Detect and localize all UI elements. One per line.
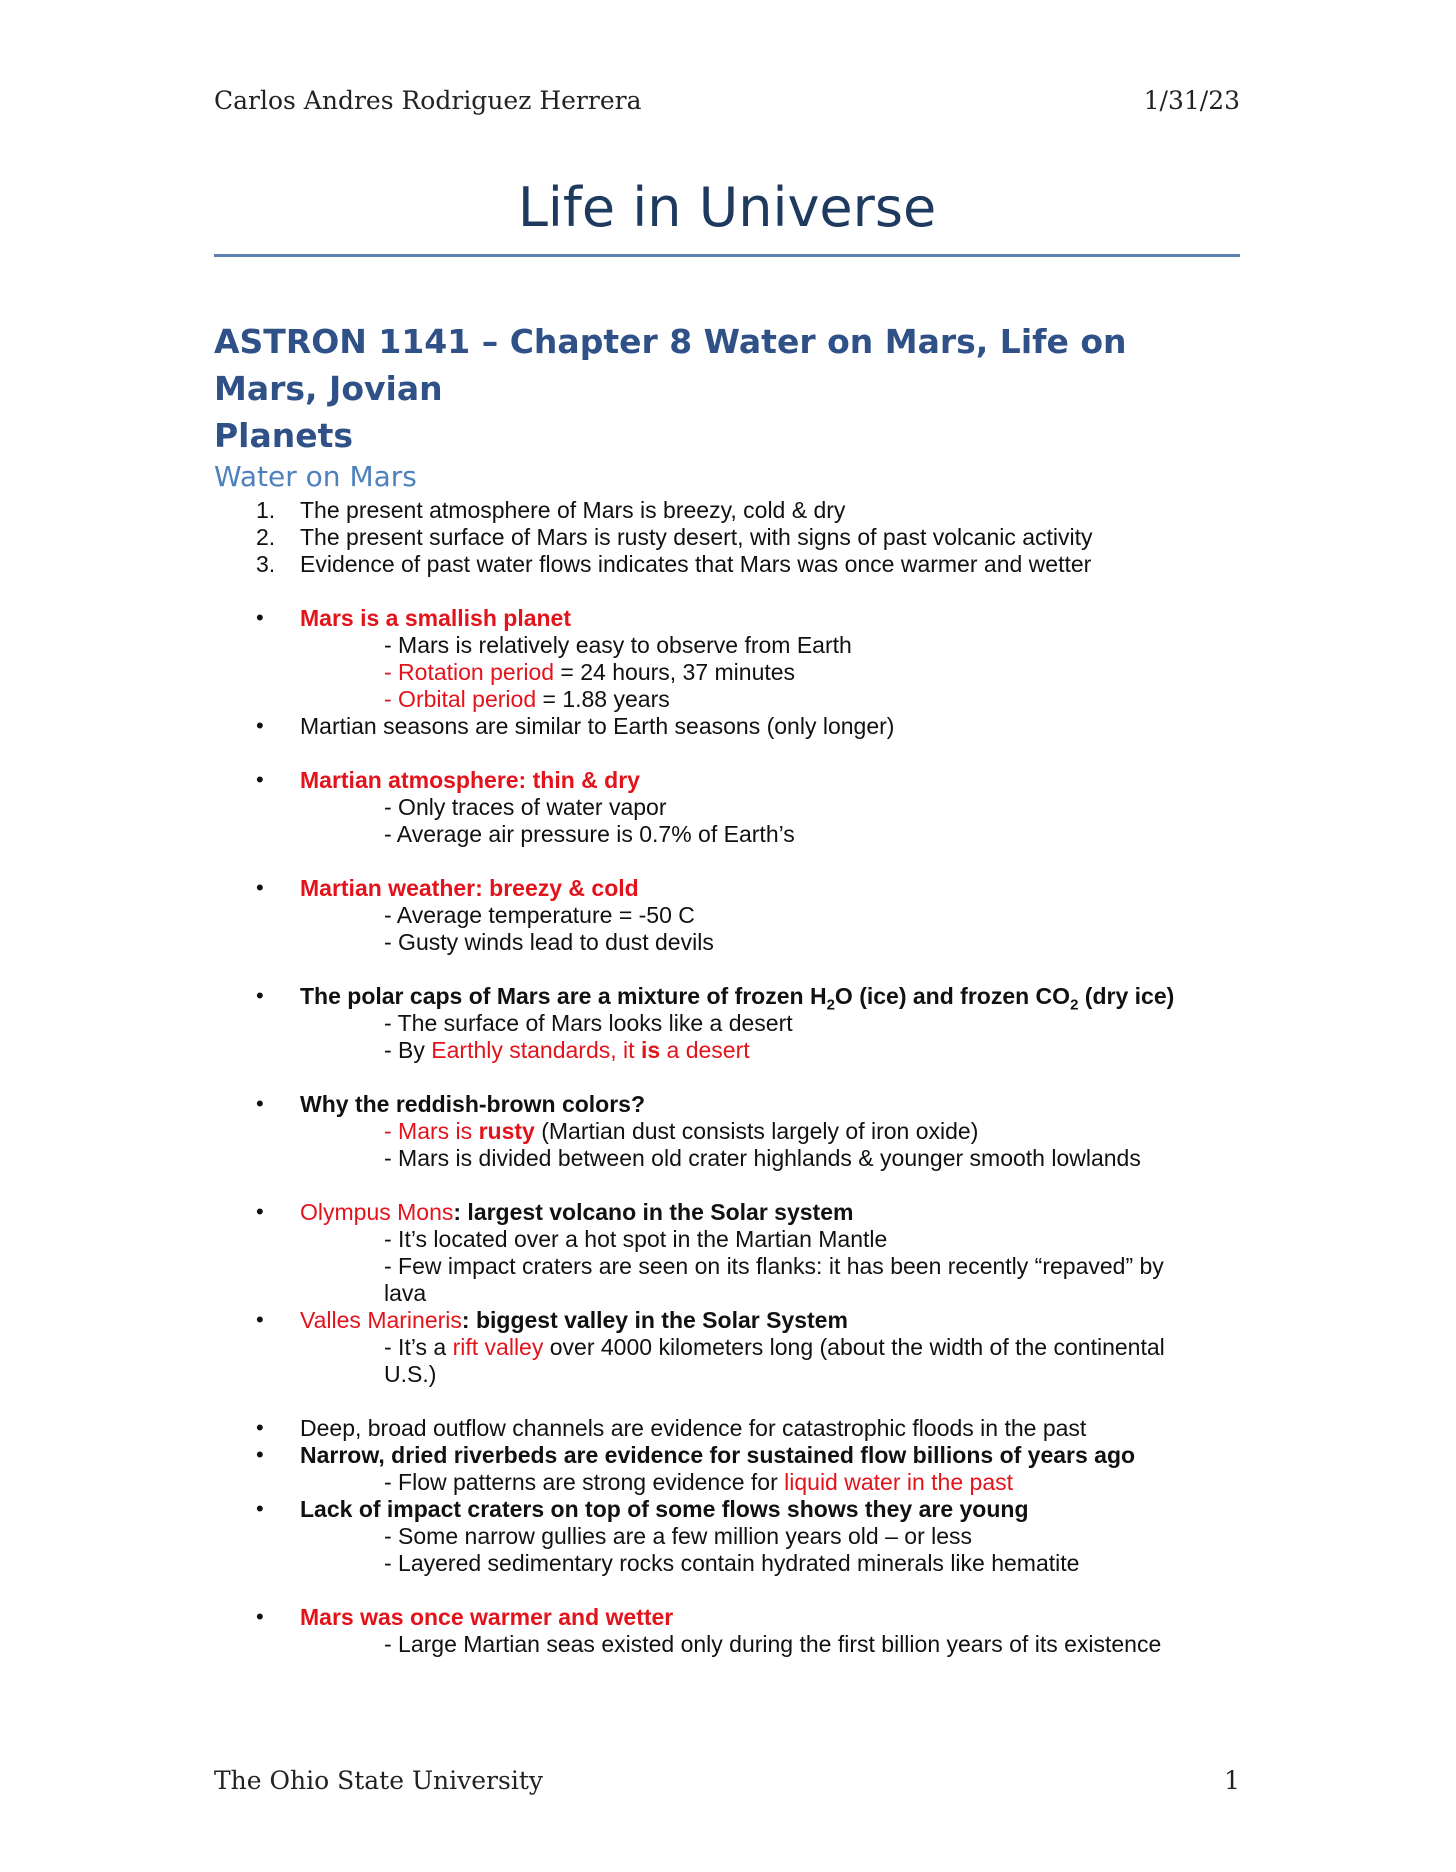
bullet-item: Lack of impact craters on top of some flows shows they are young (300, 1496, 1029, 1522)
bullet-item: Mars was once warmer and wetter (300, 1604, 674, 1630)
bullet-glyph: • (256, 1307, 264, 1332)
sub-item-text: (Martian dust consists largely of iron oxide) (534, 1118, 979, 1144)
highlight-text: a desert (660, 1037, 750, 1063)
bullet-item: Martian weather: breezy & cold (300, 875, 639, 901)
sub-item: - Mars is divided between old crater highlands & younger smooth lowlands (384, 1145, 1141, 1171)
bullet-item: Deep, broad outflow channels are evidence for catastrophic floods in the past (300, 1415, 1087, 1441)
bullet-glyph: • (256, 1091, 264, 1116)
sub-item: - Layered sedimentary rocks contain hydrated minerals like hematite (384, 1550, 1080, 1576)
bullet-text: O (ice) and frozen CO (834, 983, 1071, 1009)
highlight-text: liquid water in the past (784, 1469, 1013, 1495)
highlight-text: - Orbital period (384, 686, 537, 712)
bullet-glyph: • (256, 1415, 264, 1440)
bullet-text: : largest volcano in the Solar system (453, 1199, 854, 1225)
sub-item: - Average temperature = -50 C (384, 902, 695, 928)
header-date: 1/31/23 (1143, 86, 1240, 115)
subscript: 2 (1070, 996, 1079, 1014)
sub-item-text: - By (384, 1037, 432, 1063)
highlight-text: - Mars is (384, 1118, 479, 1144)
bullet-text: : biggest valley in the Solar System (461, 1307, 848, 1333)
sub-item: - Gusty winds lead to dust devils (384, 929, 714, 955)
sub-item (384, 1118, 978, 1145)
bullet-item: Why the reddish-brown colors? (300, 1091, 646, 1117)
bullet-glyph: • (256, 1604, 264, 1629)
section-heading: Water on Mars (214, 460, 417, 493)
highlight-text: Olympus Mons (300, 1199, 454, 1225)
list-number: 3. (256, 551, 276, 577)
subscript: 2 (826, 996, 835, 1014)
highlight-text: rift valley (452, 1334, 544, 1360)
sub-item-continuation: lava (384, 1280, 427, 1306)
list-number: 1. (256, 497, 276, 523)
highlight-text: rusty (478, 1118, 535, 1144)
bullet-item: Martian seasons are similar to Earth seasons (only longer) (300, 713, 895, 739)
numbered-item: The present atmosphere of Mars is breezy, cold & dry (300, 497, 846, 523)
sub-item-text: = 1.88 years (536, 686, 670, 712)
bullet-item: Narrow, dried riverbeds are evidence for sustained flow billions of years ago (300, 1442, 1136, 1468)
highlight-text: - Rotation period (384, 659, 555, 685)
bullet-item: Mars is a smallish planet (300, 605, 572, 631)
sub-item (384, 1469, 1013, 1496)
sub-item: - Only traces of water vapor (384, 794, 667, 820)
highlight-text: is (640, 1037, 661, 1063)
sub-item: - Few impact craters are seen on its flanks: it has been recently “repaved” by (384, 1253, 1164, 1279)
chapter-heading (214, 318, 1234, 459)
page-title: Life in Universe (517, 176, 937, 239)
bullet-text: (dry ice) (1078, 983, 1175, 1009)
sub-item: - Large Martian seas existed only during the first billion years of its existence (384, 1631, 1162, 1657)
page-number: 1 (1224, 1766, 1240, 1795)
chapter-heading-line2: Planets (214, 416, 354, 455)
bullet-glyph: • (256, 875, 264, 900)
sub-item: - It’s located over a hot spot in the Martian Mantle (384, 1226, 888, 1252)
numbered-item: Evidence of past water flows indicates that Mars was once warmer and wetter (300, 551, 1092, 577)
numbered-item: The present surface of Mars is rusty desert, with signs of past volcanic activity (300, 524, 1093, 550)
bullet-glyph: • (256, 983, 264, 1008)
sub-item-text: = 24 hours, 37 minutes (554, 659, 796, 685)
title-underline (214, 254, 1240, 257)
sub-item (384, 1334, 1165, 1361)
list-number: 2. (256, 524, 276, 550)
bullet-glyph: • (256, 1442, 264, 1467)
sub-item: - Mars is relatively easy to observe from Earth (384, 632, 852, 658)
sub-item-text: - It’s a (384, 1334, 453, 1360)
highlight-text: Earthly standards, it (431, 1037, 641, 1063)
sub-item: - Some narrow gullies are a few million years old – or less (384, 1523, 973, 1549)
sub-item-text: - Flow patterns are strong evidence for (384, 1469, 785, 1495)
sub-item-text: over 4000 kilometers long (about the width of the continental (543, 1334, 1165, 1360)
bullet-item (300, 1307, 848, 1334)
bullet-glyph: • (256, 713, 264, 738)
bullet-item: Martian atmosphere: thin & dry (300, 767, 640, 793)
bullet-text: The polar caps of Mars are a mixture of frozen H (300, 983, 827, 1009)
sub-item-continuation: U.S.) (384, 1361, 437, 1387)
sub-item (384, 686, 670, 713)
sub-item: - The surface of Mars looks like a desert (384, 1010, 793, 1036)
sub-item: - Average air pressure is 0.7% of Earth’s (384, 821, 795, 847)
bullet-glyph: • (256, 767, 264, 792)
sub-item (384, 659, 795, 686)
sub-item (384, 1037, 750, 1064)
highlight-text: Valles Marineris (300, 1307, 462, 1333)
bullet-glyph: • (256, 1199, 264, 1224)
footer-institution: The Ohio State University (214, 1766, 544, 1795)
bullet-glyph: • (256, 605, 264, 630)
bullet-glyph: • (256, 1496, 264, 1521)
bullet-item (300, 1199, 853, 1226)
chapter-heading-line1: ASTRON 1141 – Chapter 8 Water on Mars, Life on Mars, Jovian (214, 322, 1127, 408)
header-author: Carlos Andres Rodriguez Herrera (214, 86, 642, 115)
bullet-item (300, 983, 1174, 1014)
